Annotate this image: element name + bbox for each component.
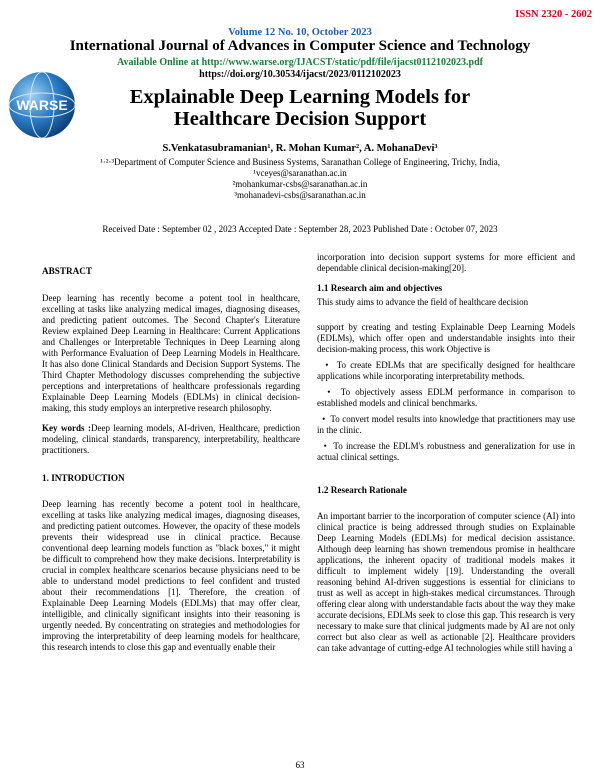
abstract-heading: ABSTRACT: [42, 266, 93, 276]
doi-link[interactable]: https://doi.org/10.30534/ijacst/2023/0112102023: [199, 69, 401, 80]
rationale-heading: 1.2 Research Rationale: [317, 485, 407, 495]
introduction-heading: 1. INTRODUCTION: [42, 473, 125, 483]
left-column: [42, 266, 300, 653]
publication-dates: Received Date : September 02 , 2023 Accepted Date : September 28, 2023 Published Date : October 07, 2023: [102, 224, 498, 234]
journal-title: International Journal of Advances in Computer Science and Technology: [69, 38, 531, 54]
affiliation: ¹·²·³Department of Computer Science and Business Systems, Saranathan College of Engineering, Trichy, India,: [100, 157, 500, 167]
email-3: ³mohanadevi-csbs@saranathan.ac.in: [234, 190, 366, 200]
issn-label: ISSN 2320 - 2602: [515, 9, 592, 20]
aim-heading: 1.1 Research aim and objectives: [317, 283, 443, 293]
authors: S.Venkatasubramanian¹, R. Mohan Kumar², A. MohanaDevi³: [162, 143, 438, 154]
aim-text-2: support by creating and testing Explainable Deep Learning Models (EDLMs), which offer open and understandable insights into their decision-making process, this work Objective is: [317, 322, 575, 354]
objective-bullet: • To increase the EDLM's robustness and generalization for use in actual clinical settings.: [317, 441, 575, 462]
introduction-text: Deep learning has recently become a potent tool in healthcare, excelling at tasks like analyzing medical images, diagnosing diseases, and predicting patient outcomes. However, the opacity of these models prevents their widespread use in clinical practice. Because conventional deep learning models function as "black boxes," it might be difficult to comprehend how they make decisions. Interpretability is crucial in complex healthcare scenarios because physicians need to be able to understand model predictions to feel confident and trusted about their recommendations [1]. Therefore, the creation of Explainable Deep Learning Models (EDLMs) that may offer clear, intelligible, and clinically significant insights into their reasoning is urgently needed. By concentrating on strategies and methodologies for improving the interpretability of deep learning models for healthcare, this research intends to close this gap and eventually enable their: [42, 499, 300, 652]
svg-text:WARSE: WARSE: [16, 97, 68, 113]
email-1: ¹vceyes@saranathan.ac.in: [253, 168, 347, 178]
volume-label: Volume 12 No. 10, October 2023: [228, 27, 372, 38]
keywords: Key words :Deep learning models, AI-driven, Healthcare, prediction modeling, clinical standards, transparency, interpretability, healthcare practitioners.: [42, 423, 301, 455]
objective-bullet: • To create EDLMs that are specifically designed for healthcare applications while incorporating interpretability methods.: [317, 360, 576, 381]
aim-text-1: This study aims to advance the field of healthcare decision: [317, 297, 529, 307]
objective-bullet: • To convert model results into knowledge that practitioners may use in the clinic.: [317, 414, 576, 435]
abstract-text: Deep learning has recently become a potent tool in healthcare, excelling at tasks like analyzing medical images, diagnosing diseases, and predicting patient outcomes. The Second Chapter's Literature Review explained Deep Learning in Healthcare: Current Applications and Challenges or Interpretable Techniques in Deep Learning along with Performance Evaluation of Deep Learning Models in Healthcare. It has also done Clinical Standards and Decision Support Systems. The Third Chapter Methodology discusses comprehending the subjective perceptions and interpretations of healthcare professionals regarding Explainable Deep Learning Models (EDLMs) in clinical decision-making, this study employs an interpretive research philosophy.: [42, 293, 300, 413]
paper-title: Explainable Deep Learning Models for Healthcare Decision Support: [129, 86, 471, 130]
page-number: 63: [295, 760, 305, 770]
objective-bullet: • To objectively assess EDLM performance in comparison to established models and clinical benchmarks.: [317, 387, 576, 408]
availability-link[interactable]: Available Online at http://www.warse.org/IJACST/static/pdf/file/ijacst0112102023.pdf: [117, 57, 483, 68]
rationale-text: An important barrier to the incorporation of computer science (AI) into clinical practice is being addressed through studies on Explainable Deep Learning Models (EDLMs) for medical decision assistance. Although deep learning has shown tremendous promise in healthcare applications, the inherent opacity of traditional models makes it difficult to implement widely [19]. Understanding the overall reasoning behind AI-driven suggestions is essential for clinicians to trust as well as accept in high-stakes medical circumstances. Through offering clear along with understandable facts about the way they make accurate decisions, EDLMs seek to close this gap. This research is very necessary to make sure that clinical judgments made by AI are not only correct but also clear as well as actionable [2]. Healthcare providers can take advantage of cutting-edge AI technologies while still having a: [317, 511, 575, 653]
right-column: [317, 252, 575, 654]
email-2: ²mohankumar-csbs@saranathan.ac.in: [232, 179, 368, 189]
intro-continued: incorporation into decision support systems for more efficient and dependable clinical decision-making[20].: [317, 252, 575, 273]
